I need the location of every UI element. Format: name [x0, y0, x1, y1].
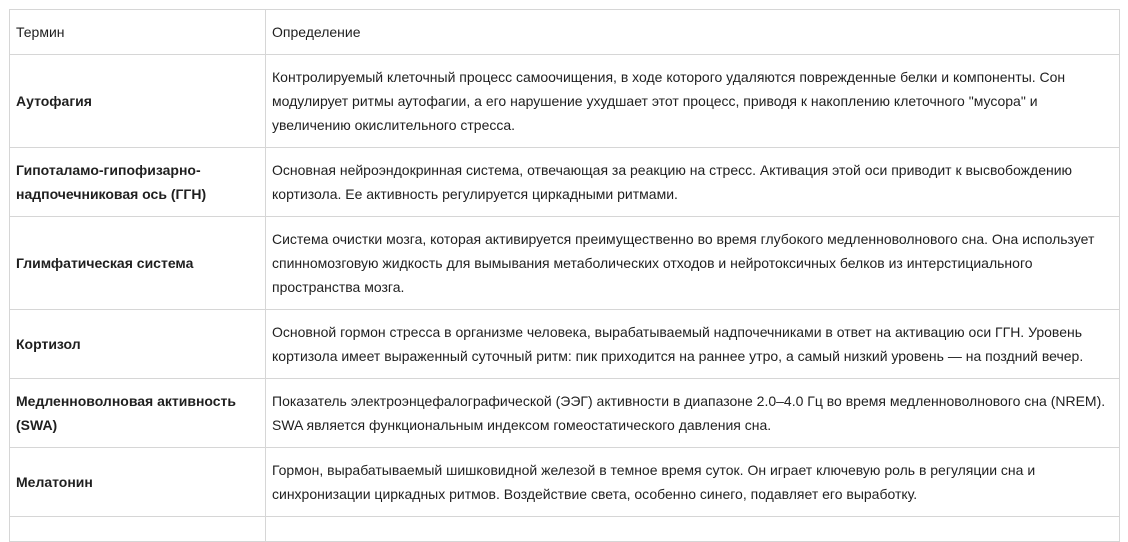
glossary-table-container — [9, 9, 1119, 542]
definition-cell: Система очистки мозга, которая активируется преимущественно во время глубокого медленноволнового сна. Она использует спинномозговую жидкость для вымывания метаболических отходов и нейротоксичных белков из интерстициального пространства мозга. — [266, 217, 1120, 310]
definition-cell — [266, 517, 1120, 542]
term-cell: Кортизол — [10, 310, 266, 379]
term-cell: Медленноволновая активность (SWA) — [10, 379, 266, 448]
glossary-table — [9, 9, 1120, 542]
term-cell: Аутофагия — [10, 55, 266, 148]
table-row — [10, 448, 1120, 517]
definition-cell: Показатель электроэнцефалографической (ЭЭГ) активности в диапазоне 2.0–4.0 Гц во время медленноволнового сна (NREM). SWA является функциональным индексом гомеостатического давления сна. — [266, 379, 1120, 448]
table-row — [10, 148, 1120, 217]
table-row — [10, 217, 1120, 310]
term-cell — [10, 517, 266, 542]
definition-cell: Гормон, вырабатываемый шишковидной железой в темное время суток. Он играет ключевую роль в регуляции сна и синхронизации циркадных ритмов. Воздействие света, особенно синего, подавляет его выработку. — [266, 448, 1120, 517]
table-row — [10, 310, 1120, 379]
column-header-term: Термин — [10, 10, 266, 55]
term-cell: Гипоталамо-гипофизарно-надпочечниковая ось (ГГН) — [10, 148, 266, 217]
table-row — [10, 517, 1120, 542]
definition-cell: Контролируемый клеточный процесс самоочищения, в ходе которого удаляются поврежденные белки и компоненты. Сон модулирует ритмы аутофагии, а его нарушение ухудшает этот процесс, приводя к накоплению клеточного "мусора" и увеличению окислительного стресса. — [266, 55, 1120, 148]
column-header-definition: Определение — [266, 10, 1120, 55]
table-row — [10, 379, 1120, 448]
definition-cell: Основной гормон стресса в организме человека, вырабатываемый надпочечниками в ответ на активацию оси ГГН. Уровень кортизола имеет выраженный суточный ритм: пик приходится на раннее утро, а самый низкий уровень — на поздний вечер. — [266, 310, 1120, 379]
definition-cell: Основная нейроэндокринная система, отвечающая за реакцию на стресс. Активация этой оси приводит к высвобождению кортизола. Ее активность регулируется циркадными ритмами. — [266, 148, 1120, 217]
term-cell: Мелатонин — [10, 448, 266, 517]
table-row — [10, 55, 1120, 148]
table-header-row — [10, 10, 1120, 55]
term-cell: Глимфатическая система — [10, 217, 266, 310]
